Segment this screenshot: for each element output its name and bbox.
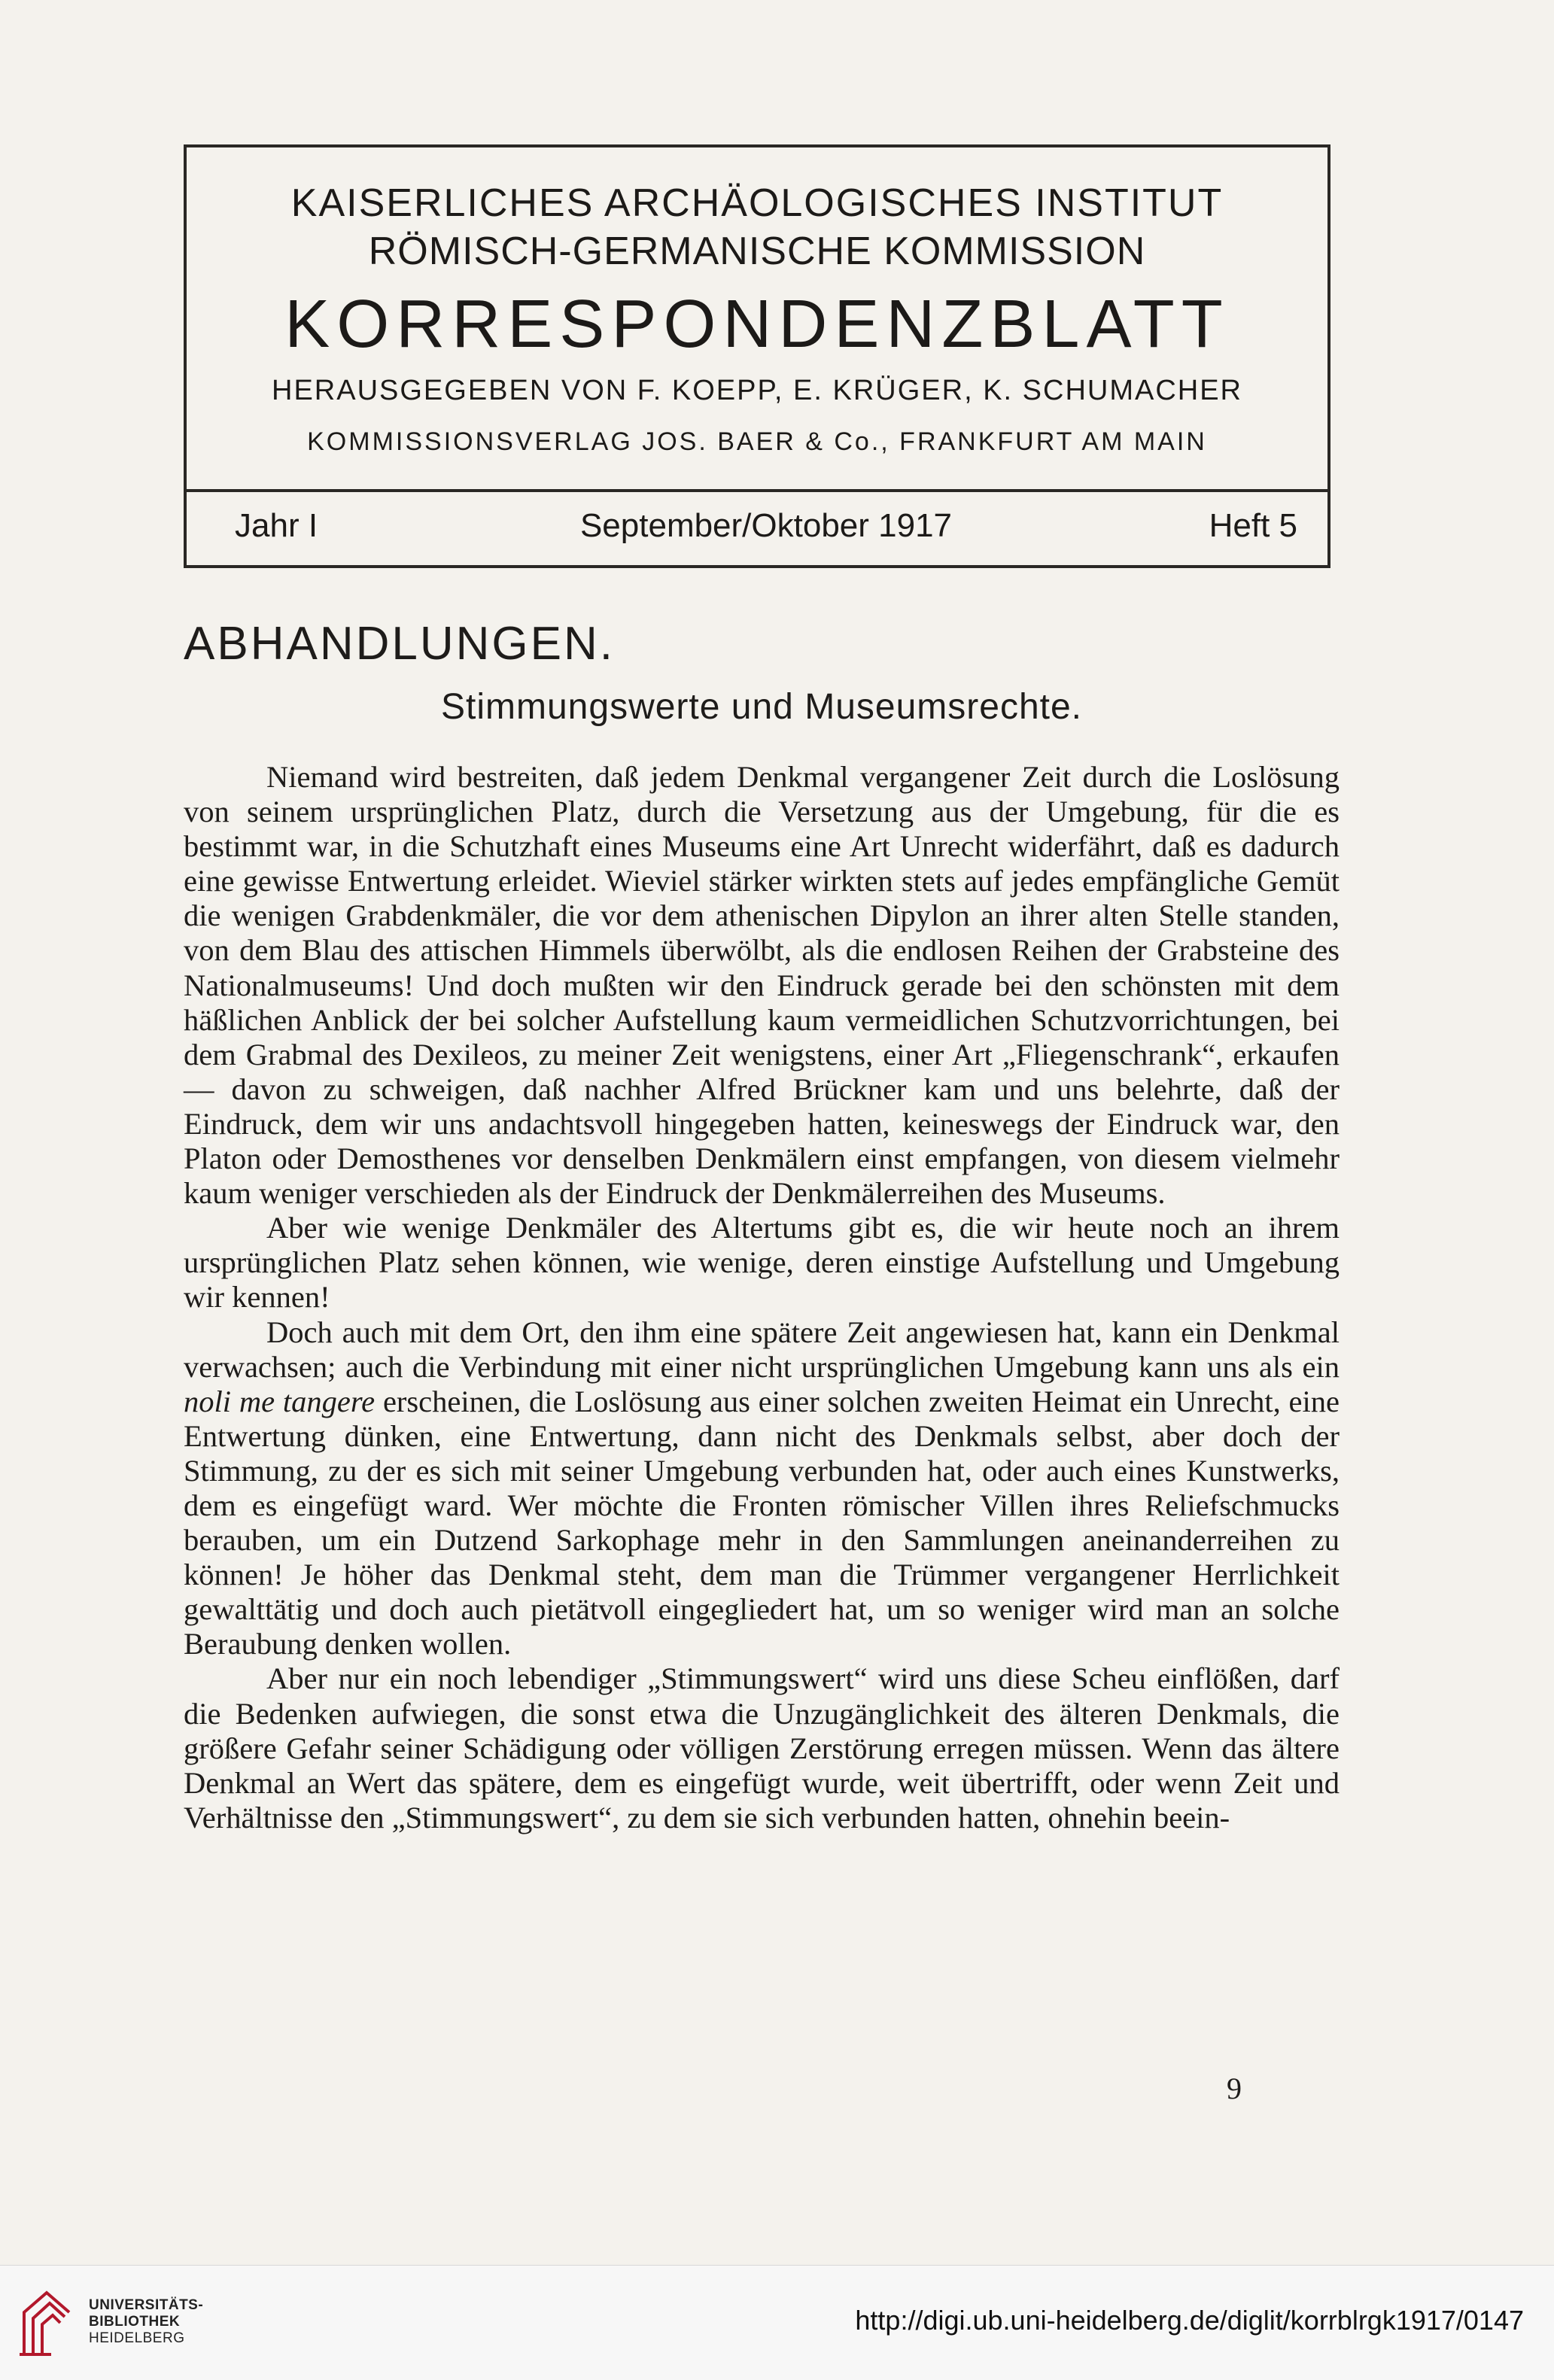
article-body — [184, 760, 1340, 1835]
library-line-1: UNIVERSITÄTS- — [89, 2297, 204, 2313]
masthead-box — [184, 144, 1330, 568]
page-number: 9 — [1227, 2071, 1242, 2105]
university-library-logo-icon[interactable] — [17, 2287, 77, 2359]
library-name — [89, 2297, 203, 2347]
section-heading: ABHANDLUNGEN. — [184, 618, 615, 670]
journal-title: KORRESPONDENZBLATT — [284, 287, 1230, 362]
paragraph-2: Aber wie wenige Denkmäler des Altertums gibt es, die wir heute noch an ihrem ursprünglichen Platz sehen können, wie wenige, deren einstige Aufstellung und Umgebung wir kennen! — [184, 1211, 1340, 1315]
italic-phrase: noli me tangere — [184, 1384, 376, 1418]
article-title: Stimmungswerte und Museumsrechte. — [441, 687, 1082, 727]
masthead-divider — [187, 489, 1327, 492]
library-line-2: BIBLIOTHEK — [89, 2314, 181, 2330]
issue-info-row — [235, 507, 1297, 552]
paragraph-3-text-a: Doch auch mit dem Ort, den ihm eine spätere Zeit angewiesen hat, kann ein Denkmal verwachsen; auch die Verbindung mit einer nicht ursprünglichen Umgebung kann uns als ein — [184, 1315, 1340, 1384]
paragraph-3-text-b: erscheinen, die Loslösung aus einer solchen zweiten Heimat ein Unrecht, eine Entwertung dünken, eine Entwertung, dann nicht des Denkmals selbst, aber doch der Stimmung, zu der es sich mit seiner Umgebung verbunden hat, oder auch eines Kunstwerks, dem es eingefügt ward. Wer möchte die Fronten römischer Villen ihres Reliefschmucks berauben, um ein Dutzend Sarkophage mehr in den Sammlungen aneinanderreihen zu können! Je höher das Denkmal steht, dem man die Trümmer vergangener Herrlichkeit gewalttätig und doch auch pietätvoll eingegliedert hat, um so weniger wird man an solche Beraubung denken wollen. — [184, 1384, 1340, 1661]
paragraph-3 — [184, 1315, 1340, 1662]
publisher-line: KOMMISSIONSVERLAG JOS. BAER & Co., FRANKFURT AM MAIN — [307, 427, 1207, 456]
institute-name: KAISERLICHES ARCHÄOLOGISCHES INSTITUT — [290, 181, 1224, 225]
viewer-footer — [0, 2265, 1554, 2380]
paragraph-4: Aber nur ein noch lebendiger „Stimmungswert“ wird uns diese Scheu einflößen, darf die Bedenken aufwiegen, die sonst etwa die Unzugänglichkeit des älteren Denkmals, die größere Gefahr seiner Schädigung oder völligen Zerstörung erregen müssen. Wenn das ältere Denkmal an Wert das spätere, dem es eingefügt wurde, weit übertrifft, oder wenn Zeit und Verhältnisse den „Stimmungswert“, zu dem sie sich verbunden hatten, ohnehin beein- — [184, 1661, 1340, 1834]
editors-line: HERAUSGEGEBEN VON F. KOEPP, E. KRÜGER, K. SCHUMACHER — [272, 375, 1242, 406]
commission-name: RÖMISCH-GERMANISCHE KOMMISSION — [368, 229, 1146, 273]
issue-number: Heft 5 — [1209, 507, 1297, 544]
issue-year: Jahr I — [235, 507, 318, 544]
issue-date: September/Oktober 1917 — [579, 507, 953, 544]
document-url-link[interactable]: http://digi.ub.uni-heidelberg.de/diglit/korrblrgk1917/0147 — [855, 2305, 1524, 2336]
paragraph-1: Niemand wird bestreiten, daß jedem Denkmal vergangener Zeit durch die Loslösung von seinem ursprünglichen Platz, durch die Versetzung aus der Umgebung, für die es bestimmt war, in die Schutzhaft eines Museums eine Art Unrecht widerfährt, daß es dadurch eine gewisse Entwertung erleidet. Wieviel stärker wirkten stets auf jedes empfängliche Gemüt die wenigen Grabdenkmäler, die vor dem athenischen Dipylon an ihrer alten Stelle standen, von dem Blau des attischen Himmels überwölbt, als die endlosen Reihen der Grabsteine des Nationalmuseums! Und doch mußten wir den Eindruck gerade bei den schönsten mit dem häßlichen Anblick der bei solcher Aufstellung kaum vermeidlichen Schutzvorrichtungen, bei dem Grabmal des Dexileos, zu meiner Zeit wenigstens, einer Art „Fliegenschrank“, erkaufen — davon zu schweigen, daß nachher Alfred Brückner kam und uns belehrte, daß der Eindruck, dem wir uns andachtsvoll hingegeben hatten, keineswegs der Eindruck war, den Platon oder Demosthenes vor denselben Denkmälern einst empfangen, von diesem vielmehr kaum weniger verschieden als der Eindruck der Denkmälerreihen des Museums. — [184, 760, 1340, 1211]
library-line-3: HEIDELBERG — [89, 2330, 185, 2346]
